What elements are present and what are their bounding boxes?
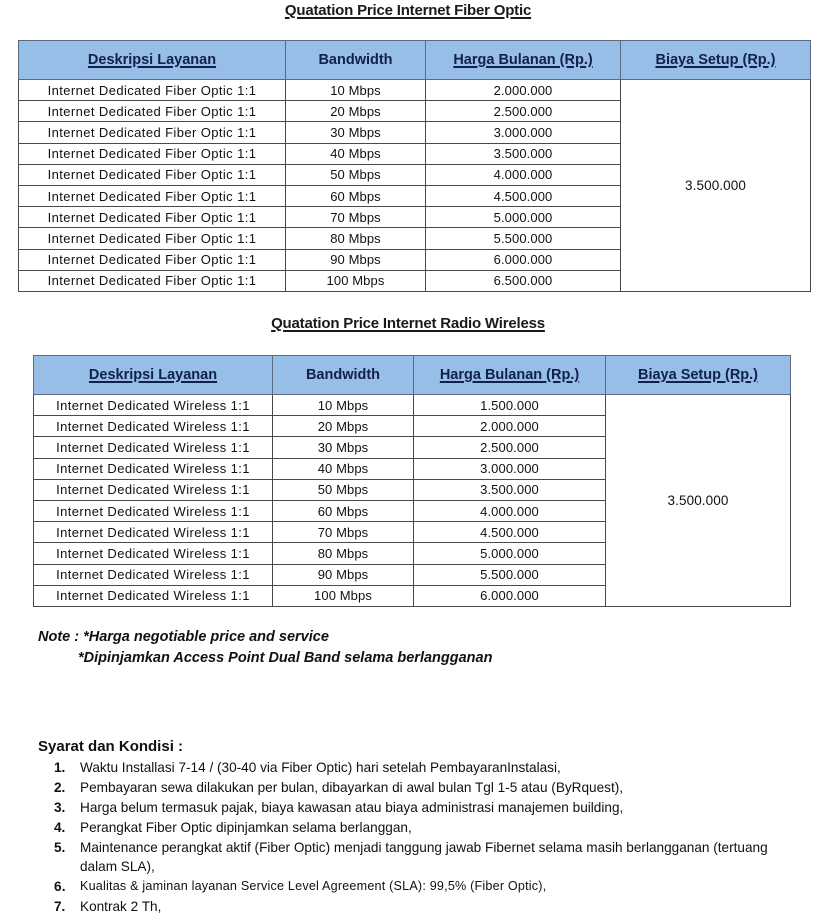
terms-item-number: 3.: [54, 800, 66, 815]
column-header-harga-bulanan: Harga Bulanan (Rp.): [414, 356, 606, 395]
cell-deskripsi-layanan: Internet Dedicated Fiber Optic 1:1: [19, 207, 286, 228]
cell-harga-bulanan: 2.500.000: [414, 437, 606, 458]
cell-deskripsi-layanan: Internet Dedicated Fiber Optic 1:1: [19, 270, 286, 291]
cell-bandwidth: 80 Mbps: [286, 228, 426, 249]
terms-item-text: Waktu Installasi 7-14 / (30-40 via Fiber Optic) hari setelah PembayaranInstalasi,: [80, 760, 561, 775]
cell-harga-bulanan: 2.000.000: [414, 416, 606, 437]
cell-harga-bulanan: 2.500.000: [426, 101, 621, 122]
cell-deskripsi-layanan: Internet Dedicated Wireless 1:1: [34, 416, 273, 437]
cell-deskripsi-layanan: Internet Dedicated Fiber Optic 1:1: [19, 80, 286, 101]
terms-list-item: [38, 838, 778, 876]
terms-item-number: 4.: [54, 820, 66, 835]
cell-bandwidth: 90 Mbps: [273, 564, 414, 585]
cell-harga-bulanan: 4.000.000: [426, 164, 621, 185]
table-header-row: [19, 41, 811, 80]
cell-deskripsi-layanan: Internet Dedicated Wireless 1:1: [34, 458, 273, 479]
cell-harga-bulanan: 1.500.000: [414, 395, 606, 416]
cell-bandwidth: 40 Mbps: [273, 458, 414, 479]
cell-bandwidth: 20 Mbps: [286, 101, 426, 122]
cell-harga-bulanan: 5.500.000: [426, 228, 621, 249]
cell-harga-bulanan: 2.000.000: [426, 80, 621, 101]
cell-bandwidth: 10 Mbps: [273, 395, 414, 416]
cell-deskripsi-layanan: Internet Dedicated Wireless 1:1: [34, 437, 273, 458]
cell-bandwidth: 10 Mbps: [286, 80, 426, 101]
cell-deskripsi-layanan: Internet Dedicated Fiber Optic 1:1: [19, 185, 286, 206]
terms-item-text: Maintenance perangkat aktif (Fiber Optic) menjadi tanggung jawab Fibernet selama masih berlangganan (tertuang dalam SLA),: [80, 840, 768, 874]
cell-deskripsi-layanan: Internet Dedicated Wireless 1:1: [34, 522, 273, 543]
cell-deskripsi-layanan: Internet Dedicated Fiber Optic 1:1: [19, 228, 286, 249]
cell-deskripsi-layanan: Internet Dedicated Fiber Optic 1:1: [19, 249, 286, 270]
note-block: [38, 627, 492, 669]
cell-harga-bulanan: 6.000.000: [426, 249, 621, 270]
cell-bandwidth: 100 Mbps: [286, 270, 426, 291]
cell-bandwidth: 30 Mbps: [273, 437, 414, 458]
column-header-biaya-setup: Biaya Setup (Rp.): [621, 41, 811, 80]
cell-harga-bulanan: 6.000.000: [414, 585, 606, 606]
fiber-price-table: [18, 40, 811, 292]
cell-harga-bulanan: 3.000.000: [414, 458, 606, 479]
terms-list-item: [38, 818, 778, 837]
cell-harga-bulanan: 3.500.000: [426, 143, 621, 164]
terms-list-item: [38, 897, 778, 916]
cell-harga-bulanan: 4.500.000: [426, 185, 621, 206]
cell-bandwidth: 50 Mbps: [286, 164, 426, 185]
terms-item-number: 7.: [54, 899, 66, 914]
column-header-biaya-setup: Biaya Setup (Rp.): [606, 356, 791, 395]
cell-bandwidth: 70 Mbps: [273, 522, 414, 543]
table-row: [34, 395, 791, 416]
cell-deskripsi-layanan: Internet Dedicated Wireless 1:1: [34, 543, 273, 564]
fiber-section-title-text: Quatation Price Internet Fiber Optic: [284, 2, 532, 19]
terms-list-item: [38, 877, 778, 896]
terms-item-number: 2.: [54, 780, 66, 795]
cell-harga-bulanan: 6.500.000: [426, 270, 621, 291]
cell-deskripsi-layanan: Internet Dedicated Fiber Optic 1:1: [19, 164, 286, 185]
terms-item-text: Harga belum termasuk pajak, biaya kawasan atau biaya administrasi manajemen building,: [80, 800, 624, 815]
wireless-section-title: [0, 315, 816, 332]
column-header-deskripsi-layanan: Deskripsi Layanan: [19, 41, 286, 80]
cell-harga-bulanan: 3.500.000: [414, 479, 606, 500]
terms-and-conditions-block: [38, 738, 778, 917]
fiber-section-title: [0, 2, 816, 19]
terms-heading: Syarat dan Kondisi :: [38, 738, 184, 755]
note-line-1: Note : *Harga negotiable price and service: [38, 629, 329, 645]
cell-bandwidth: 40 Mbps: [286, 143, 426, 164]
note-line-2: *Dipinjamkan Access Point Dual Band selama berlangganan: [78, 650, 493, 666]
terms-list: [38, 758, 778, 916]
terms-list-item: [38, 798, 778, 817]
terms-item-number: 1.: [54, 760, 66, 775]
terms-item-number: 6.: [54, 879, 66, 894]
table-row: [19, 80, 811, 101]
cell-deskripsi-layanan: Internet Dedicated Fiber Optic 1:1: [19, 143, 286, 164]
fiber-table-header: [19, 41, 811, 80]
cell-deskripsi-layanan: Internet Dedicated Fiber Optic 1:1: [19, 101, 286, 122]
fiber-table-body: [19, 80, 811, 292]
cell-harga-bulanan: 4.500.000: [414, 522, 606, 543]
cell-deskripsi-layanan: Internet Dedicated Wireless 1:1: [34, 479, 273, 500]
wireless-price-table: [33, 355, 791, 607]
cell-harga-bulanan: 4.000.000: [414, 500, 606, 521]
terms-item-text: Pembayaran sewa dilakukan per bulan, dibayarkan di awal bulan Tgl 1-5 atau (ByRquest),: [80, 780, 624, 795]
cell-biaya-setup: 3.500.000: [606, 395, 791, 607]
cell-bandwidth: 60 Mbps: [286, 185, 426, 206]
terms-item-text: Kontrak 2 Th,: [80, 899, 162, 914]
cell-deskripsi-layanan: Internet Dedicated Wireless 1:1: [34, 500, 273, 521]
cell-bandwidth: 20 Mbps: [273, 416, 414, 437]
cell-bandwidth: 30 Mbps: [286, 122, 426, 143]
table-header-row: [34, 356, 791, 395]
terms-item-text: Perangkat Fiber Optic dipinjamkan selama berlanggan,: [80, 820, 412, 835]
cell-bandwidth: 80 Mbps: [273, 543, 414, 564]
column-header-bandwidth: Bandwidth: [273, 356, 414, 395]
wireless-table-header: [34, 356, 791, 395]
column-header-deskripsi-layanan: Deskripsi Layanan: [34, 356, 273, 395]
wireless-section-title-text: Quatation Price Internet Radio Wireless: [271, 315, 545, 332]
column-header-bandwidth: Bandwidth: [286, 41, 426, 80]
terms-item-text: Kualitas & jaminan layanan Service Level Agreement (SLA): 99,5% (Fiber Optic),: [80, 879, 547, 893]
cell-deskripsi-layanan: Internet Dedicated Fiber Optic 1:1: [19, 122, 286, 143]
terms-list-item: [38, 778, 778, 797]
cell-bandwidth: 50 Mbps: [273, 479, 414, 500]
cell-bandwidth: 90 Mbps: [286, 249, 426, 270]
cell-bandwidth: 100 Mbps: [273, 585, 414, 606]
cell-bandwidth: 60 Mbps: [273, 500, 414, 521]
cell-harga-bulanan: 5.000.000: [426, 207, 621, 228]
cell-bandwidth: 70 Mbps: [286, 207, 426, 228]
cell-biaya-setup: 3.500.000: [621, 80, 811, 292]
cell-harga-bulanan: 3.000.000: [426, 122, 621, 143]
cell-harga-bulanan: 5.500.000: [414, 564, 606, 585]
terms-list-item: [38, 758, 778, 777]
wireless-table-body: [34, 395, 791, 607]
cell-deskripsi-layanan: Internet Dedicated Wireless 1:1: [34, 395, 273, 416]
cell-deskripsi-layanan: Internet Dedicated Wireless 1:1: [34, 564, 273, 585]
cell-deskripsi-layanan: Internet Dedicated Wireless 1:1: [34, 585, 273, 606]
terms-item-number: 5.: [54, 840, 66, 855]
cell-harga-bulanan: 5.000.000: [414, 543, 606, 564]
column-header-harga-bulanan: Harga Bulanan (Rp.): [426, 41, 621, 80]
